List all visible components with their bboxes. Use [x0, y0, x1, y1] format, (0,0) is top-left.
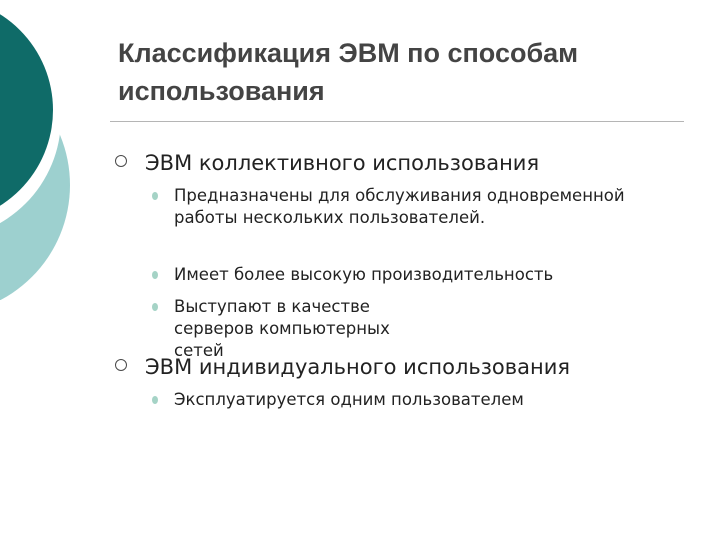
- sub-bullet-text: Выступают в качестве серверов компьютерных сетей: [174, 297, 390, 360]
- filled-dot-bullet-icon: [152, 192, 158, 200]
- filled-dot-bullet-icon: [152, 303, 158, 311]
- slide-title: Классификация ЭВМ по способам использования: [118, 38, 579, 106]
- sub-bullet-text: Имеет более высокую производительность: [174, 265, 554, 284]
- title-divider: [110, 121, 684, 122]
- sub-bullet-text: Предназначены для обслуживания одновременной работы нескольких пользователей.: [174, 186, 625, 227]
- sub-bullet-text: Эксплуатируется одним пользователем: [174, 390, 524, 409]
- bullet-label: ЭВМ коллективного использования: [145, 151, 540, 175]
- filled-dot-bullet-icon: [152, 396, 158, 404]
- hollow-circle-bullet-icon: [115, 359, 127, 371]
- decorative-circles: [0, 0, 110, 300]
- hollow-circle-bullet-icon: [115, 155, 127, 167]
- filled-dot-bullet-icon: [152, 271, 158, 279]
- bullet-label: ЭВМ индивидуального использования: [145, 355, 571, 379]
